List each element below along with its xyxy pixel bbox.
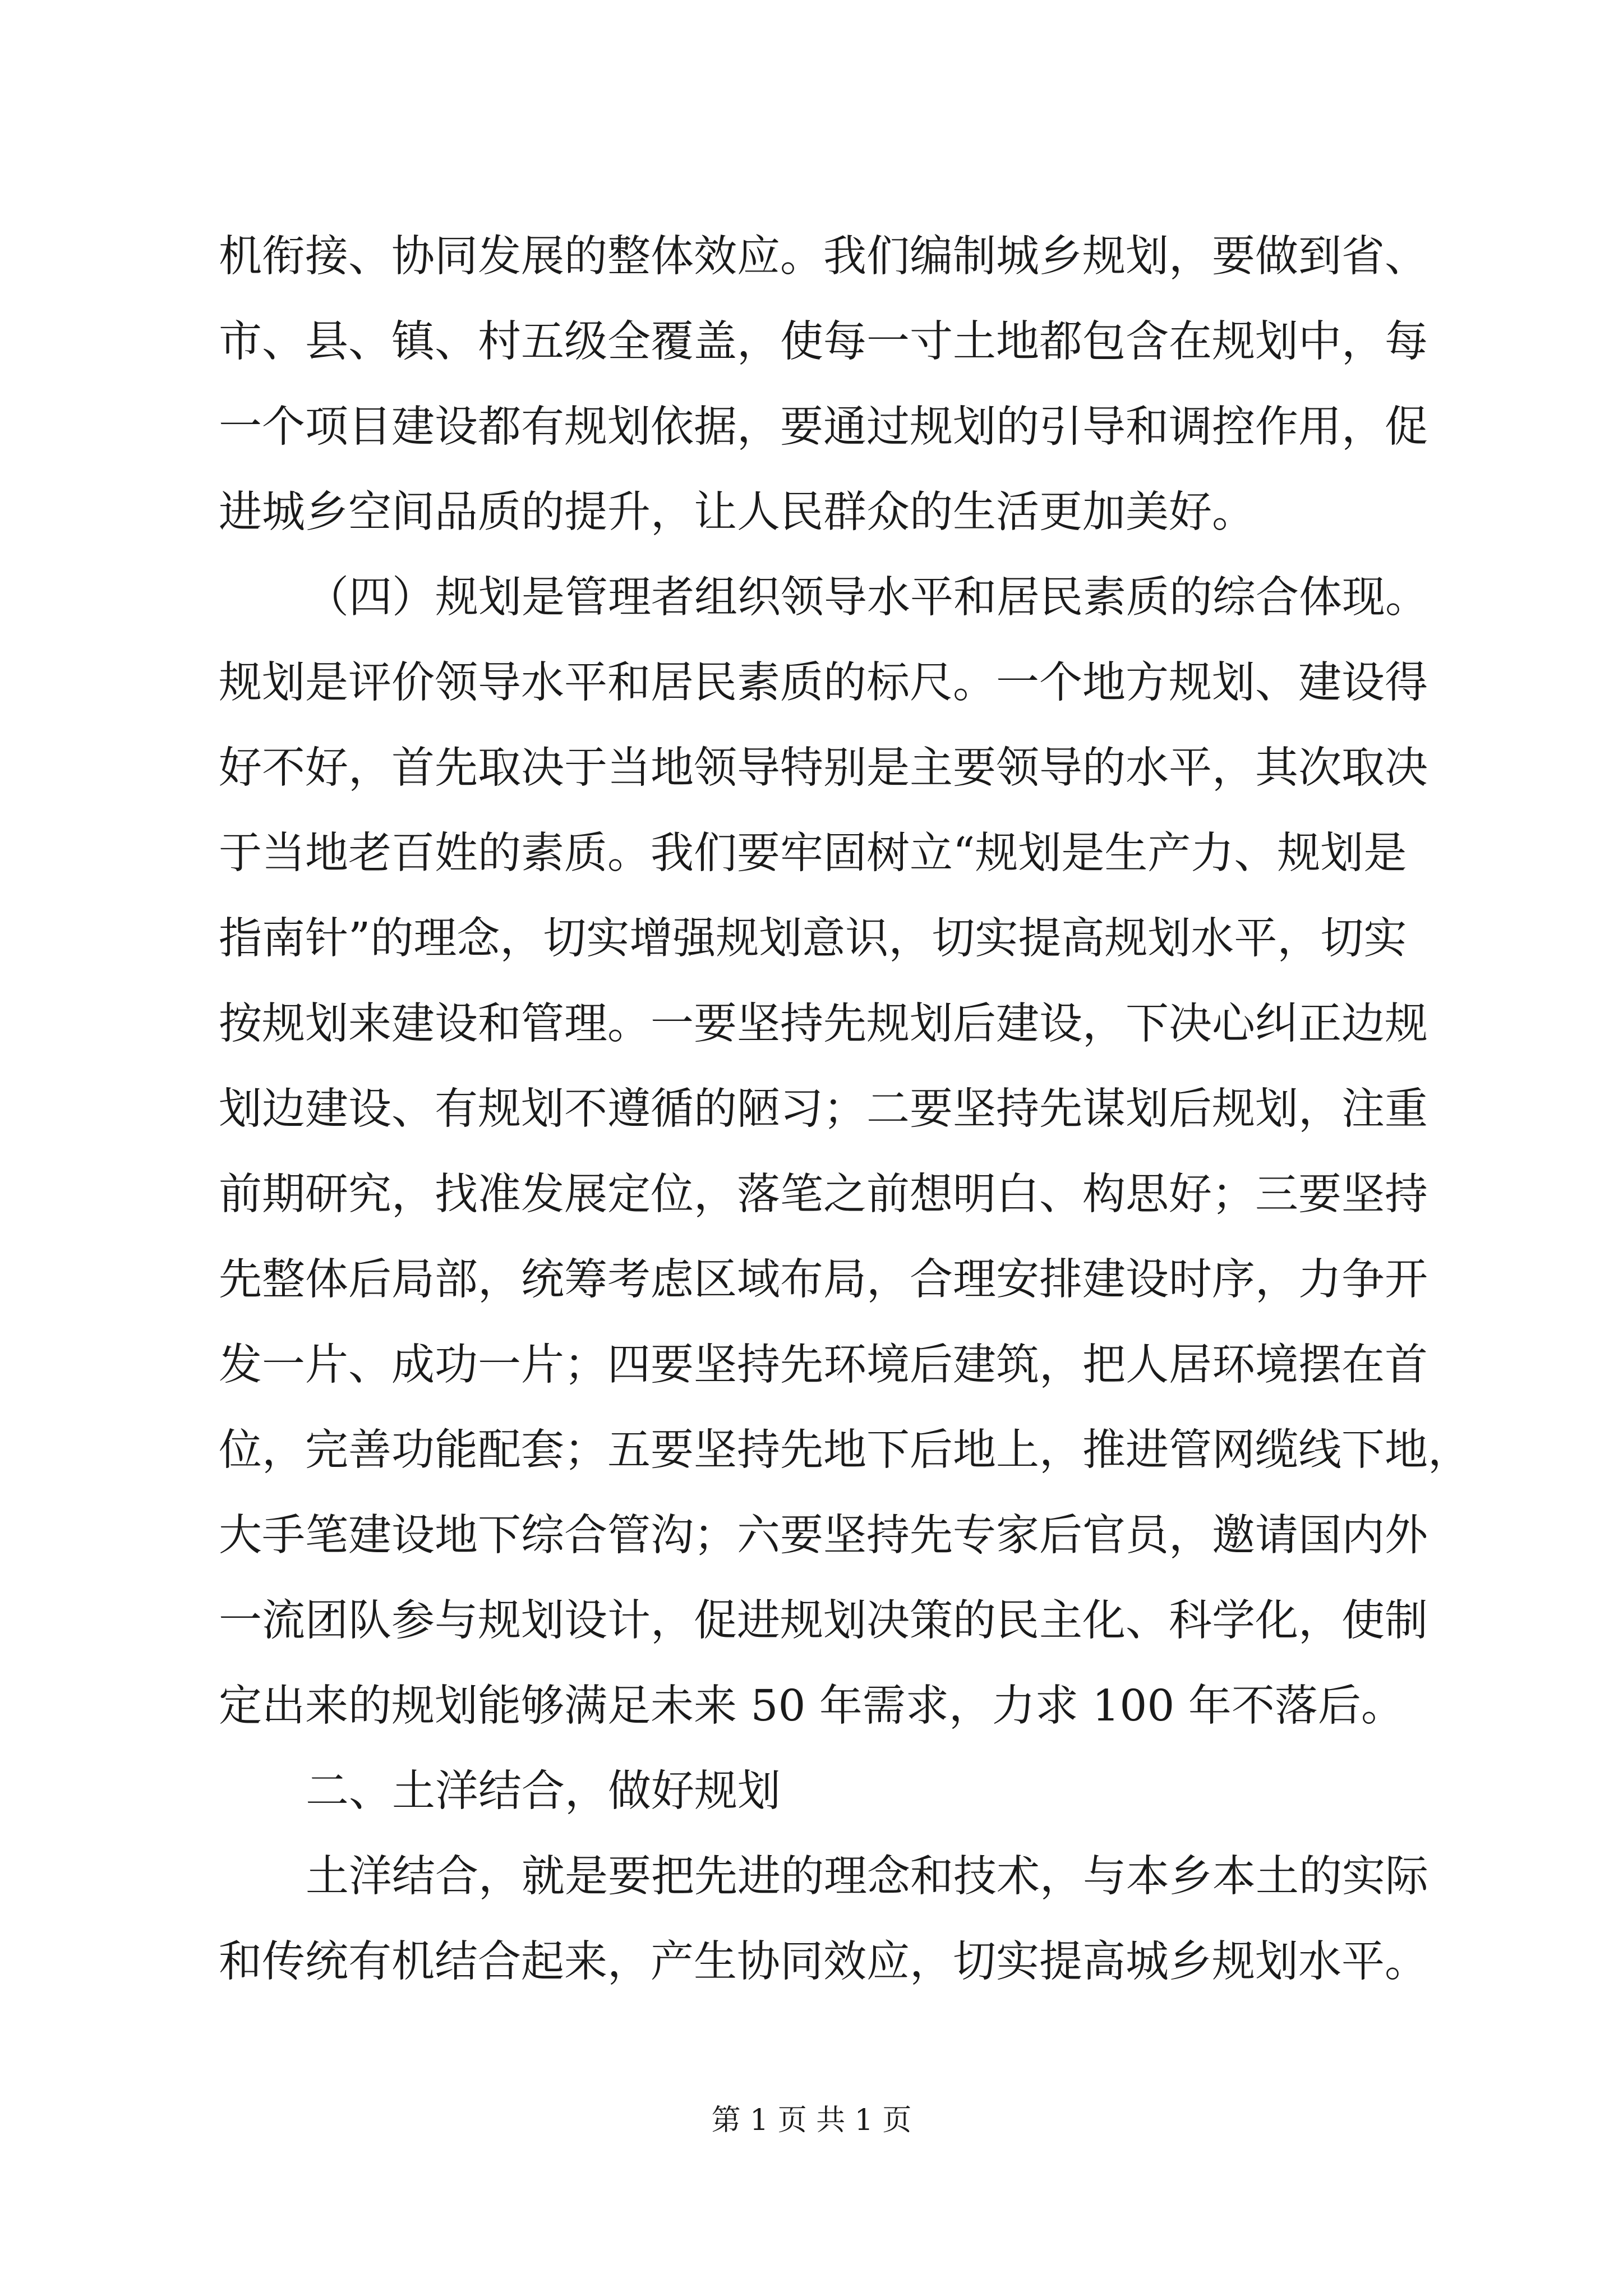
- text-line-21: 和传统有机结合起来，产生协同效应，切实提高城乡规划水平。: [219, 1937, 1428, 1987]
- text-line-15: 位，完善功能配套；五要坚持先地下后地上，推进管网缆线下地，: [219, 1425, 1471, 1475]
- text-line-14: 发一片、成功一片；四要坚持先环境后建筑，把人居环境摆在首: [219, 1340, 1428, 1390]
- section-heading-four: （四）规划是管理者组织领导水平和居民素质的综合体现。: [306, 573, 1428, 623]
- page-number-footer: 第 1 页 共 1 页: [711, 2104, 912, 2137]
- text-line-10: 按规划来建设和管理。一要坚持先规划后建设，下决心纠正边规: [219, 999, 1428, 1049]
- text-line-18: 定出来的规划能够满足未来 50 年需求，力求 100 年不落后。: [219, 1681, 1404, 1731]
- text-line-4: 进城乡空间品质的提升，让人民群众的生活更加美好。: [219, 487, 1255, 537]
- text-line-9: 指南针”的理念，切实增强规划意识，切实提高规划水平，切实: [219, 914, 1407, 964]
- text-line-8: 于当地老百姓的素质。我们要牢固树立“规划是生产力、规划是: [219, 829, 1407, 878]
- paragraph-start-line: 土洋结合，就是要把先进的理念和技术，与本乡本土的实际: [306, 1852, 1428, 1902]
- text-line-7: 好不好，首先取决于当地领导特别是主要领导的水平，其次取决: [219, 743, 1428, 793]
- text-line-16: 大手笔建设地下综合管沟；六要坚持先专家后官员，邀请国内外: [219, 1511, 1428, 1561]
- text-line-1: 机衔接、协同发展的整体效应。我们编制城乡规划，要做到省、: [219, 232, 1428, 282]
- section-heading-two: 二、土洋结合，做好规划: [306, 1766, 781, 1816]
- text-line-12: 前期研究，找准发展定位，落笔之前想明白、构思好；三要坚持: [219, 1170, 1428, 1220]
- text-line-17: 一流团队参与规划设计，促进规划决策的民主化、科学化，使制: [219, 1596, 1428, 1646]
- text-line-11: 划边建设、有规划不遵循的陋习；二要坚持先谋划后规划，注重: [219, 1084, 1428, 1134]
- text-line-2: 市、县、镇、村五级全覆盖，使每一寸土地都包含在规划中，每: [219, 317, 1428, 367]
- text-line-3: 一个项目建设都有规划依据，要通过规划的引导和调控作用，促: [219, 402, 1428, 452]
- text-line-6: 规划是评价领导水平和居民素质的标尺。一个地方规划、建设得: [219, 658, 1428, 708]
- text-line-13: 先整体后局部，统筹考虑区域布局，合理安排建设时序，力争开: [219, 1255, 1428, 1305]
